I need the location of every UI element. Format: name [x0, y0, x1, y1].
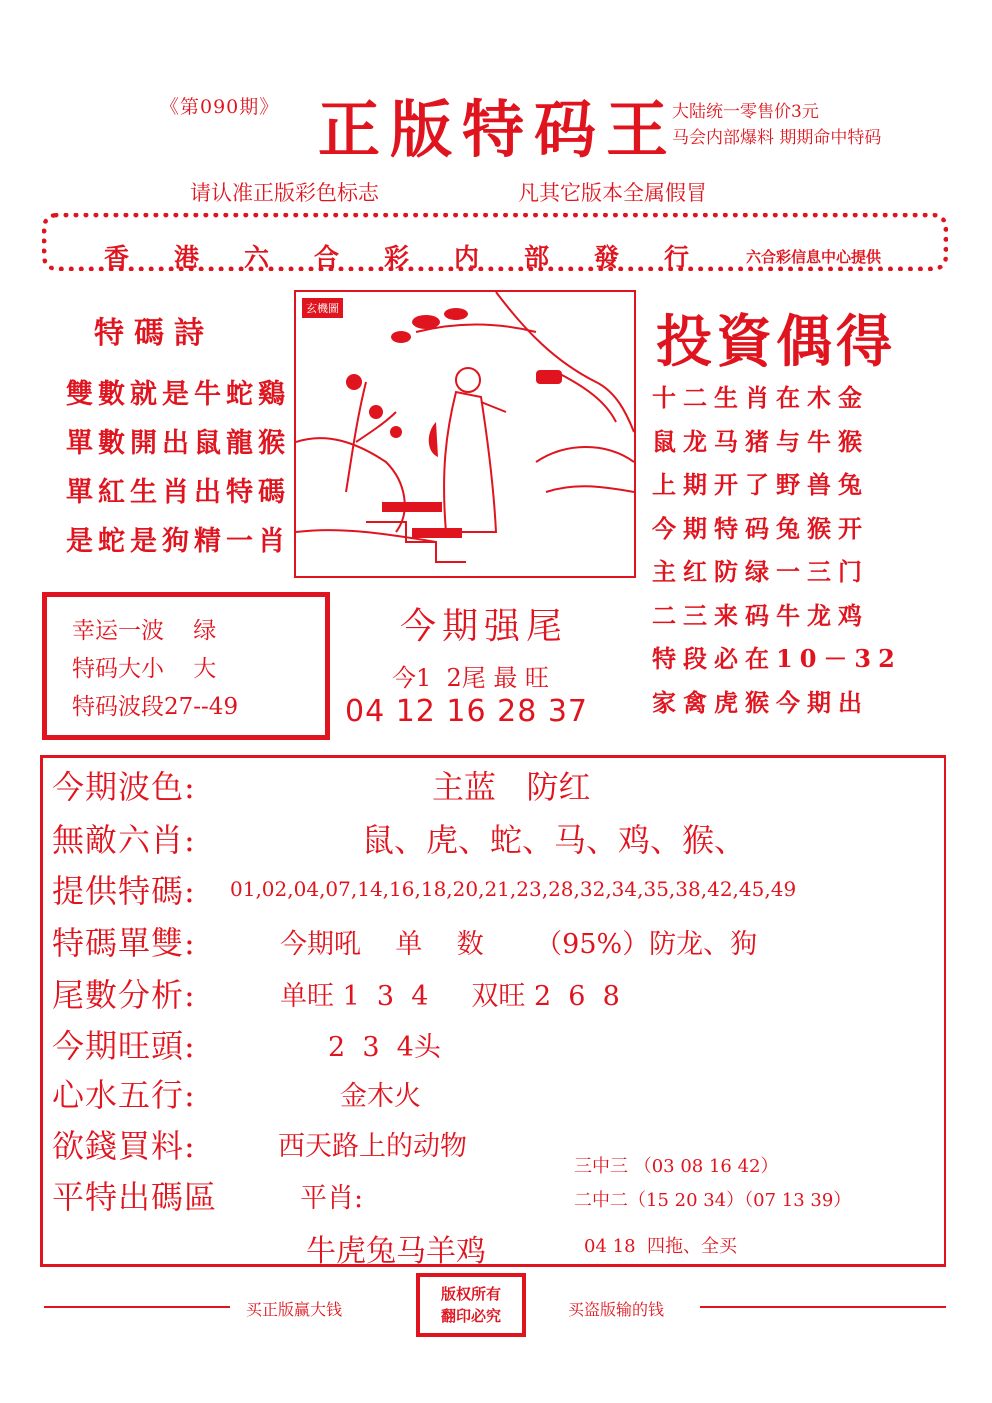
invest-line: 鼠龙马猪与牛猴 — [652, 426, 869, 456]
luck-line: 特码大小 大 — [72, 656, 217, 682]
row-label: 提供特碼: — [52, 872, 196, 910]
row-value: 01,02,04,07,14,16,18,20,21,23,28,32,34,35,38,42,45,49 — [230, 877, 797, 901]
invest-line: 十二生肖在木金 — [652, 383, 869, 412]
ping-animals: 牛虎兔马羊鸡 — [306, 1234, 486, 1269]
copyright-line: 翻印必究 — [440, 1307, 501, 1325]
picture-stamp: 玄機圖 — [302, 298, 343, 318]
luck-lines — [72, 612, 238, 726]
two-hit: 二中二（15 20 34）（07 13 39） — [574, 1190, 852, 1211]
row-label: 今期波色: — [52, 768, 196, 806]
price-text: 大陆统一零售价3元 — [672, 102, 819, 122]
poem-line: 單數開出鼠龍猴 — [66, 428, 290, 459]
poem-line: 單紅生肖出特碼 — [66, 477, 290, 508]
luck-line: 特码波段27--49 — [72, 694, 239, 720]
row-value: 金木火 — [340, 1081, 421, 1112]
row-label: 心水五行: — [52, 1076, 196, 1114]
row-label: 尾數分析: — [52, 976, 196, 1014]
row-label: 特碼單雙: — [52, 924, 196, 962]
page-title: 正版特码王 — [318, 93, 679, 166]
luck-line: 幸运一波 绿 — [72, 618, 217, 644]
copyright-box — [416, 1273, 526, 1337]
footer-rule-right — [700, 1306, 946, 1308]
issue-number: 《第090期》 — [160, 96, 280, 118]
invest-line: 今期特码兔猴开 — [652, 513, 869, 543]
footer-rule-left — [44, 1306, 230, 1308]
poem-line: 是蛇是狗精一肖 — [66, 526, 290, 557]
row-label: 今期旺頭: — [52, 1027, 196, 1065]
copyright-line: 版权所有 — [440, 1285, 501, 1303]
slogan-text: 马会内部爆料 期期命中特码 — [672, 128, 882, 148]
poem-title: 特碼詩 — [94, 316, 214, 351]
row-value: 2 3 4头 — [328, 1032, 441, 1063]
invest-line: 主红防绿一三门 — [652, 557, 869, 586]
footer-left: 买正版赢大钱 — [246, 1300, 343, 1319]
banner-sub: 六合彩信息中心提供 — [746, 248, 882, 266]
invest-title: 投資偶得 — [656, 309, 896, 375]
strong-numbers: 04 12 16 28 37 — [345, 694, 589, 729]
price-info — [672, 99, 881, 151]
strong-sub: 今1 2尾 最 旺 — [392, 664, 550, 692]
notice-right: 凡其它版本全属假冒 — [518, 181, 707, 205]
invest-line: 特段必在10－32 — [652, 644, 902, 673]
row-value: 今期吼 单 数 （95%）防龙、狗 — [280, 929, 758, 960]
row-value: 鼠、虎、蛇、马、鸡、猴、 — [362, 821, 747, 859]
invest-line: 上期开了野兽兔 — [652, 470, 869, 499]
poem-lines — [66, 370, 290, 566]
strong-title: 今期强尾 — [400, 606, 569, 647]
four-drag: 04 18 四拖、全买 — [584, 1236, 737, 1257]
banner-main: 香港六合彩内部發行 — [104, 243, 735, 272]
mystery-picture — [294, 290, 636, 578]
row-label: 欲錢買料: — [52, 1127, 196, 1165]
notice-left: 请认准正版彩色标志 — [190, 181, 379, 205]
invest-lines — [652, 376, 902, 724]
row-value: 西天路上的动物 — [278, 1131, 467, 1162]
row-value: 主蓝 防红 — [432, 768, 591, 806]
row-value: 平肖: — [300, 1183, 364, 1214]
three-hit: 三中三 （03 08 16 42） — [574, 1156, 779, 1177]
poem-line: 雙數就是牛蛇鷄 — [66, 379, 290, 410]
scholar-illustration-icon — [296, 292, 634, 576]
footer-right: 买盗版输的钱 — [568, 1300, 665, 1319]
row-value: 单旺 1 3 4 双旺 2 6 8 — [280, 981, 620, 1012]
invest-line: 二三来码牛龙鸡 — [652, 600, 869, 630]
row-label: 無敵六肖: — [52, 821, 196, 859]
row-label: 平特出碼區 — [52, 1178, 218, 1216]
invest-line: 家禽虎猴今期出 — [652, 687, 869, 717]
